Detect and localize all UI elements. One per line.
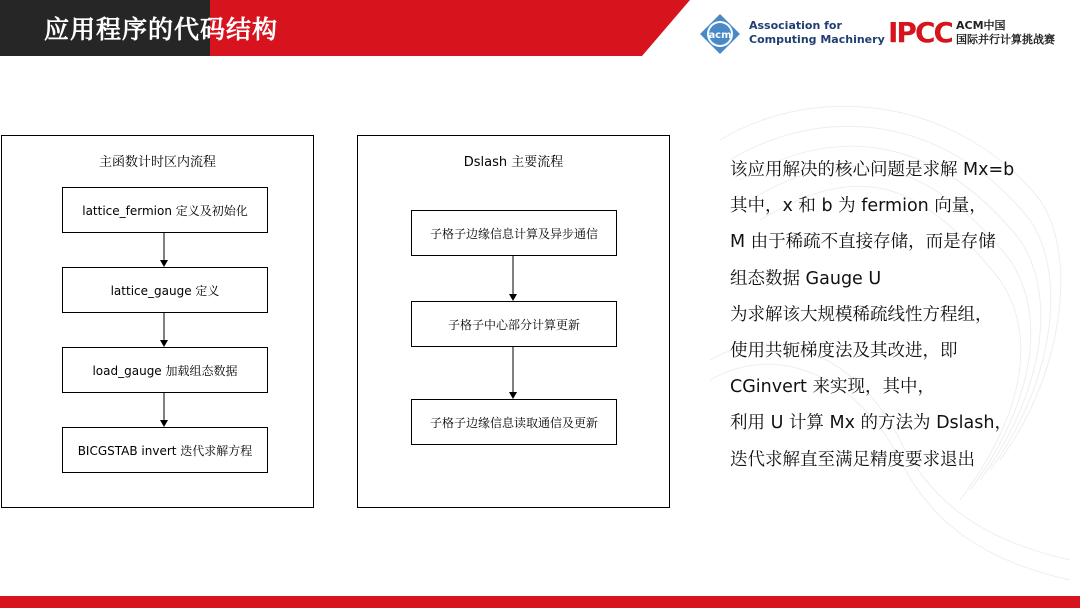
description-text [730, 152, 1075, 478]
description-line: 迭代求解直至满足精度要求退出 [730, 449, 975, 470]
flow-arrow [506, 256, 520, 301]
acm-name-line: Association for [749, 19, 842, 32]
flow-step: BICGSTAB invert 迭代求解方程 [62, 427, 268, 473]
description-line: M 由于稀疏不直接存储，而是存储 [730, 232, 996, 253]
acm-organization-name [749, 19, 885, 47]
flow-arrow [157, 313, 171, 347]
description-line: 利用 U 计算 Mx 的方法为 Dslash， [730, 413, 1012, 434]
flow-step: load_gauge 加载组态数据 [62, 347, 268, 393]
ipcc-name-line: ACM中国 [956, 19, 1006, 32]
flow-step: lattice_fermion 定义及初始化 [62, 187, 268, 233]
description-line: 该应用解决的核心问题是求解 Mx=b [730, 160, 1015, 180]
flow-step: 子格子边缘信息计算及异步通信 [411, 210, 617, 256]
ipcc-logo-icon [886, 12, 952, 50]
flow-step: 子格子边缘信息读取通信及更新 [411, 399, 617, 445]
ipcc-logo-lettering: IPCC [888, 16, 952, 49]
description-line: CGinvert 来实现，其中， [730, 377, 935, 398]
flow-step: 子格子中心部分计算更新 [411, 301, 617, 347]
ipcc-organization-name [956, 19, 1055, 47]
header-bar-red [210, 0, 690, 56]
acm-logo-icon [696, 12, 744, 56]
panel-title: Dslash 主要流程 [463, 155, 564, 170]
description-line: 为求解该大规模稀疏线性方程组， [730, 304, 993, 325]
dslash-flow-panel [357, 135, 670, 508]
flow-arrow [506, 347, 520, 399]
main-function-flow-panel [1, 135, 314, 508]
acm-logo-lettering: acm [708, 30, 732, 41]
description-line: 组态数据 Gauge U [730, 268, 882, 289]
flow-arrow [157, 233, 171, 267]
footer-bar [0, 596, 1080, 608]
description-line: 使用共轭梯度法及其改进，即 [730, 341, 958, 362]
panel-title: 主函数计时区内流程 [98, 155, 216, 170]
flow-step: lattice_gauge 定义 [62, 267, 268, 313]
ipcc-name-line: 国际并行计算挑战赛 [956, 33, 1055, 46]
description-line: 其中，x 和 b 为 fermion 向量， [730, 196, 987, 217]
flow-arrow [157, 393, 171, 427]
slide-title: 应用程序的代码结构 [44, 15, 279, 44]
acm-name-line: Computing Machinery [749, 33, 885, 46]
